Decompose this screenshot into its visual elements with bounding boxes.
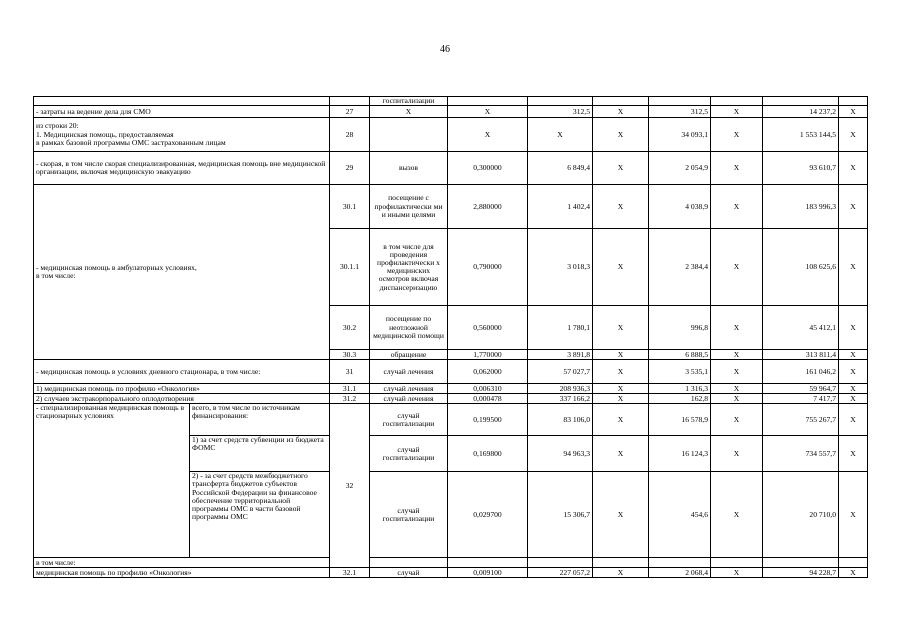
total-cell: 1 553 144,5 — [763, 118, 839, 152]
table-row — [34, 118, 868, 152]
row-number: 31.1 — [330, 384, 370, 394]
table-row — [34, 185, 868, 229]
cost-cell: 3 891,8 — [528, 350, 593, 360]
unit-cell: обращение — [370, 350, 448, 360]
per-capita-cell: 16 124,3 — [649, 436, 711, 472]
table-row — [34, 384, 868, 394]
row-number: 28 — [330, 118, 370, 152]
row-name: - скорая, в том числе скорая специализированная, медицинская помощь вне медицинской организации, включая медицинскую эвакуацию — [34, 152, 330, 185]
x-cell: Х — [839, 306, 868, 350]
x-cell: Х — [593, 152, 649, 185]
x-cell: Х — [839, 472, 868, 558]
row-name: - специализированная медицинская помощь в стационарных условиях — [34, 404, 190, 558]
x-cell: Х — [593, 404, 649, 436]
x-cell: Х — [711, 106, 763, 118]
norm-cell: 0,000478 — [448, 394, 528, 404]
row-number: 27 — [330, 106, 370, 118]
unit-cell: случай госпитализации — [370, 436, 448, 472]
row-name: - медицинская помощь в амбулаторных условиях, в том числе: — [34, 185, 330, 360]
page-number: 46 — [440, 44, 450, 55]
cost-cell: 15 306,7 — [528, 472, 593, 558]
per-capita-cell: 16 578,9 — [649, 404, 711, 436]
x-cell: Х — [839, 404, 868, 436]
row-name: - медицинская помощь в условиях дневного стационара, в том числе: — [34, 360, 330, 384]
cost-cell: 227 057,2 — [528, 568, 593, 578]
unit-cell: вызов — [370, 152, 448, 185]
total-cell: 94 228,7 — [763, 568, 839, 578]
norm-cell: 0,790000 — [448, 229, 528, 306]
total-cell: 161 046,2 — [763, 360, 839, 384]
row-number: 30.1 — [330, 185, 370, 229]
x-cell: Х — [593, 350, 649, 360]
unit-cell: госпитализации — [370, 97, 448, 106]
row-number: 31.2 — [330, 394, 370, 404]
unit-cell: случай лечения — [370, 360, 448, 384]
unit-cell: случай лечения — [370, 384, 448, 394]
x-cell: Х — [593, 229, 649, 306]
financing-table — [33, 96, 868, 578]
row-number: 32 — [330, 404, 370, 568]
per-capita-cell: 6 888,5 — [649, 350, 711, 360]
x-cell: Х — [711, 306, 763, 350]
per-capita-cell: 3 535,1 — [649, 360, 711, 384]
norm-cell: 0,199500 — [448, 404, 528, 436]
row-name: 2) случаев экстракорпорального оплодотворения — [34, 394, 330, 404]
table-row — [34, 404, 868, 436]
x-cell: Х — [593, 394, 649, 404]
cost-cell: 6 849,4 — [528, 152, 593, 185]
norm-cell: 0,300000 — [448, 152, 528, 185]
table-row — [34, 360, 868, 384]
norm-cell: Х — [448, 118, 528, 152]
norm-cell: 0,560000 — [448, 306, 528, 350]
unit-cell: случай — [370, 568, 448, 578]
x-cell: Х — [839, 360, 868, 384]
norm-cell: 0,062000 — [448, 360, 528, 384]
norm-cell: 0,009100 — [448, 568, 528, 578]
x-cell: Х — [711, 568, 763, 578]
table-row — [34, 152, 868, 185]
x-cell: Х — [593, 384, 649, 394]
total-cell: 183 996,3 — [763, 185, 839, 229]
cost-cell: 94 963,3 — [528, 436, 593, 472]
unit-cell: в том числе для проведения профилактически х медицинских осмотров включая диспансеризацию — [370, 229, 448, 306]
row-name: - затраты на ведение дела для СМО — [34, 106, 330, 118]
row-number: 30.1.1 — [330, 229, 370, 306]
cost-cell: 208 936,3 — [528, 384, 593, 394]
unit-cell: случай госпитализации — [370, 472, 448, 558]
norm-cell: Х — [448, 106, 528, 118]
cost-cell: 1 402,4 — [528, 185, 593, 229]
table-row — [34, 97, 868, 106]
x-cell: Х — [711, 350, 763, 360]
norm-cell: 0,169800 — [448, 436, 528, 472]
row-name: из строки 20: 1. Медицинская помощь, предоставляемая в рамках базовой программы ОМС застрахованным лицам — [34, 118, 330, 152]
total-cell: 7 417,7 — [763, 394, 839, 404]
row-number: 31 — [330, 360, 370, 384]
per-capita-cell: 34 093,1 — [649, 118, 711, 152]
per-capita-cell: 4 038,9 — [649, 185, 711, 229]
row-number: 30.3 — [330, 350, 370, 360]
x-cell: Х — [711, 360, 763, 384]
total-cell: 59 964,7 — [763, 384, 839, 394]
per-capita-cell: 454,6 — [649, 472, 711, 558]
per-capita-cell: 162,8 — [649, 394, 711, 404]
cost-cell: Х — [528, 118, 593, 152]
x-cell: Х — [711, 436, 763, 472]
total-cell: 734 557,7 — [763, 436, 839, 472]
row-name: в том числе: — [34, 558, 330, 568]
x-cell: Х — [839, 229, 868, 306]
row-number: 29 — [330, 152, 370, 185]
unit-cell: случай госпитализации — [370, 404, 448, 436]
x-cell: Х — [839, 394, 868, 404]
x-cell: Х — [711, 229, 763, 306]
total-cell: 108 625,6 — [763, 229, 839, 306]
x-cell: Х — [711, 472, 763, 558]
sub-row-label: 2) - за счет средств межбюджетного трансферта бюджетов субъектов Российской Федерации на финансовое обеспечение территориальной программы ОМС в части базовой программы ОМС — [190, 472, 330, 558]
x-cell: Х — [711, 152, 763, 185]
row-number: 30.2 — [330, 306, 370, 350]
x-cell: Х — [711, 118, 763, 152]
sub-row-label: всего, в том числе по источникам финансирования: — [190, 404, 330, 436]
cost-cell: 57 027,7 — [528, 360, 593, 384]
x-cell: Х — [593, 306, 649, 350]
unit-cell: Х — [370, 106, 448, 118]
total-cell: 20 710,0 — [763, 472, 839, 558]
x-cell: Х — [593, 185, 649, 229]
norm-cell: 0,006310 — [448, 384, 528, 394]
x-cell: Х — [593, 360, 649, 384]
cost-cell: 3 018,3 — [528, 229, 593, 306]
per-capita-cell: 312,5 — [649, 106, 711, 118]
row-name: медицинская помощь по профилю «Онкология» — [34, 568, 330, 578]
unit-cell — [370, 118, 448, 152]
total-cell: 14 237,2 — [763, 106, 839, 118]
x-cell: Х — [711, 404, 763, 436]
x-cell: Х — [711, 394, 763, 404]
cost-cell: 337 166,2 — [528, 394, 593, 404]
unit-cell: случай лечения — [370, 394, 448, 404]
total-cell: 93 610,7 — [763, 152, 839, 185]
per-capita-cell: 996,8 — [649, 306, 711, 350]
x-cell: Х — [593, 118, 649, 152]
table-row — [34, 394, 868, 404]
per-capita-cell: 1 316,3 — [649, 384, 711, 394]
total-cell: 45 412,1 — [763, 306, 839, 350]
cost-cell: 83 106,0 — [528, 404, 593, 436]
x-cell: Х — [711, 185, 763, 229]
x-cell: Х — [839, 152, 868, 185]
cost-cell: 1 780,1 — [528, 306, 593, 350]
x-cell: Х — [593, 472, 649, 558]
table-row — [34, 558, 868, 568]
cost-cell: 312,5 — [528, 106, 593, 118]
x-cell: Х — [839, 185, 868, 229]
per-capita-cell: 2 054,9 — [649, 152, 711, 185]
unit-cell: посещение с профилактически ми и иными целями — [370, 185, 448, 229]
x-cell: Х — [839, 350, 868, 360]
per-capita-cell: 2 384,4 — [649, 229, 711, 306]
x-cell: Х — [839, 106, 868, 118]
x-cell: Х — [593, 106, 649, 118]
per-capita-cell: 2 068,4 — [649, 568, 711, 578]
table-row — [34, 106, 868, 118]
row-name: 1) медицинская помощь по профилю «Онкология» — [34, 384, 330, 394]
x-cell: Х — [593, 568, 649, 578]
norm-cell: 0,029700 — [448, 472, 528, 558]
sub-row-label: 1) за счет средств субвенции из бюджета ФОМС — [190, 436, 330, 472]
norm-cell: 1,770000 — [448, 350, 528, 360]
x-cell: Х — [839, 118, 868, 152]
norm-cell: 2,880000 — [448, 185, 528, 229]
x-cell: Х — [839, 384, 868, 394]
x-cell: Х — [839, 568, 868, 578]
x-cell: Х — [593, 436, 649, 472]
total-cell: 755 267,7 — [763, 404, 839, 436]
table-row — [34, 568, 868, 578]
row-number: 32.1 — [330, 568, 370, 578]
total-cell: 313 811,4 — [763, 350, 839, 360]
x-cell: Х — [711, 384, 763, 394]
unit-cell: посещение по неотложной медицинской помощи — [370, 306, 448, 350]
x-cell: Х — [839, 436, 868, 472]
